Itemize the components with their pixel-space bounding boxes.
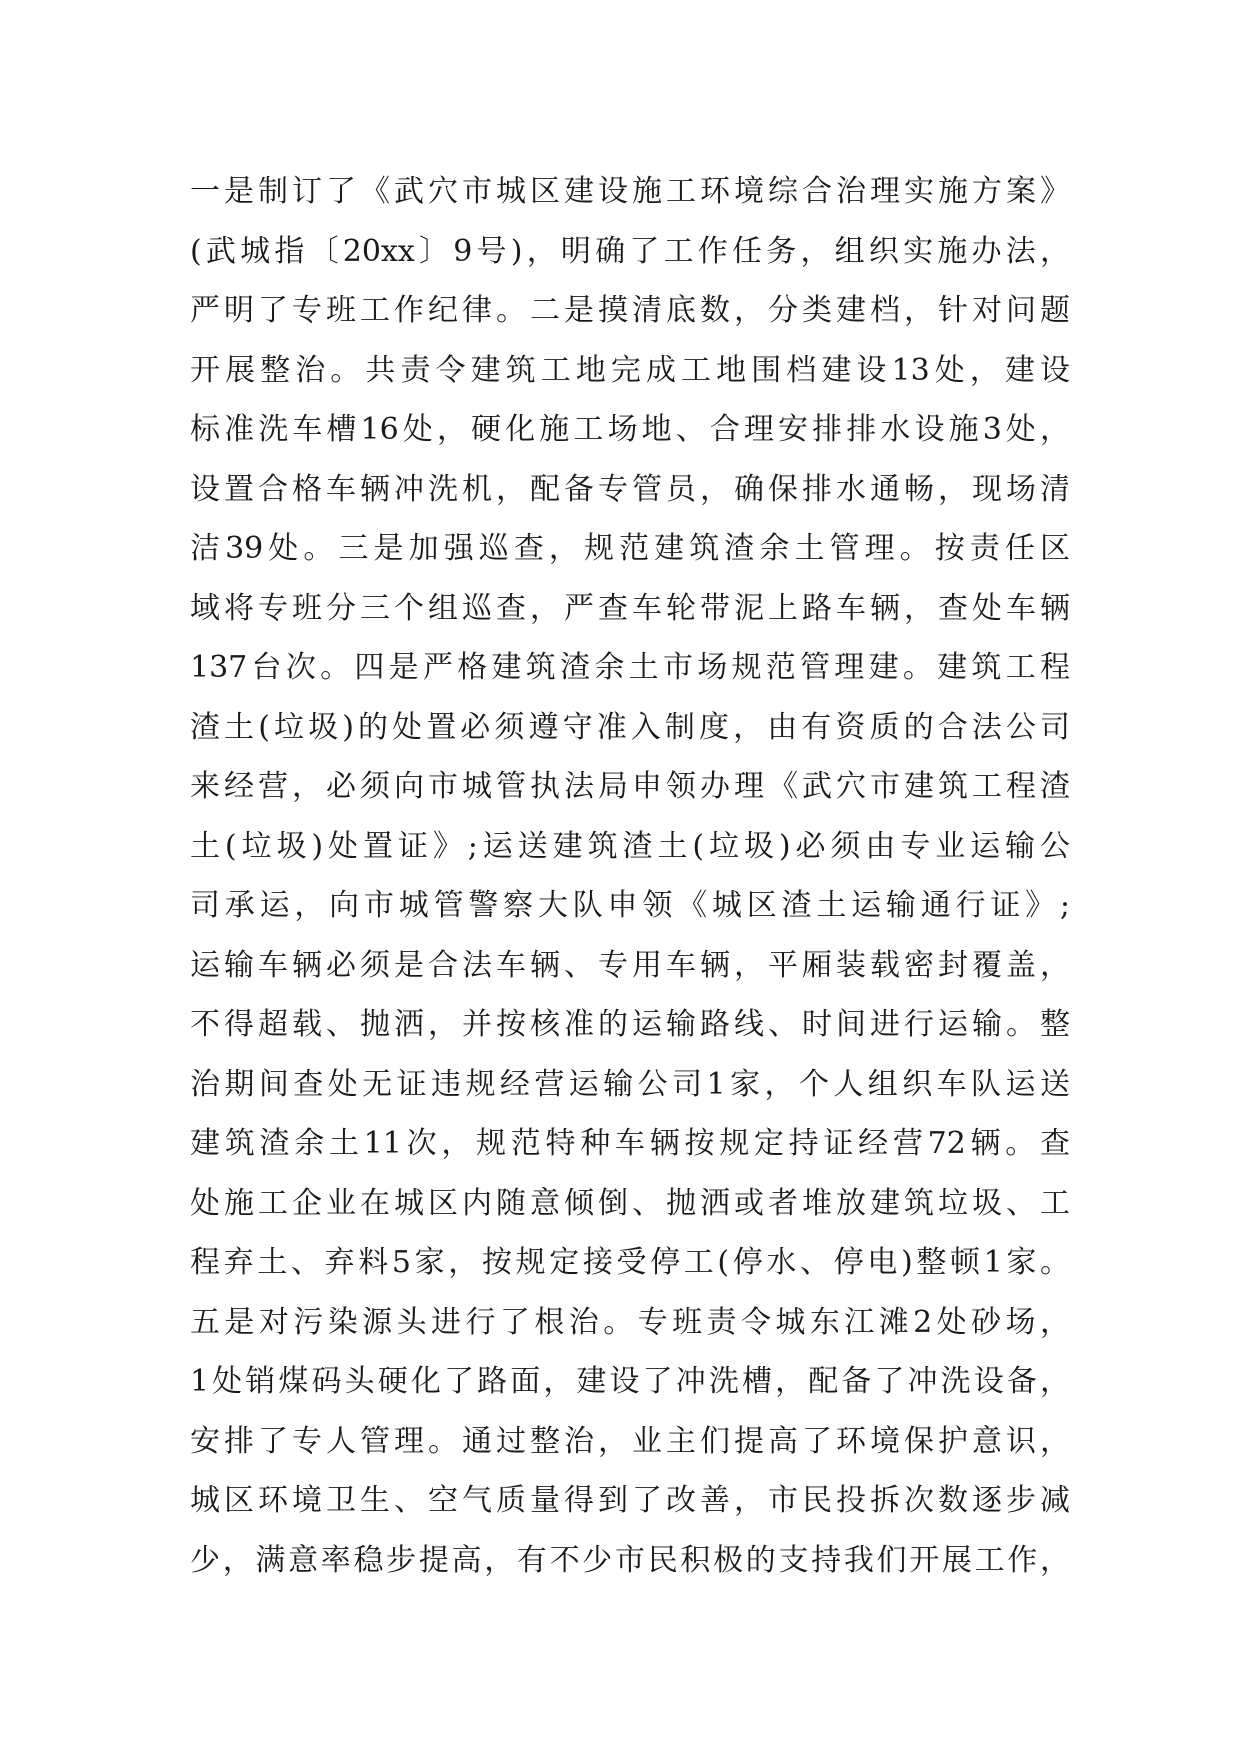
- text-line: (武城指〔20xx〕9号)，明确了工作任务，组织实施办法，: [190, 233, 1070, 269]
- text-line: 一是制订了《武穴市城区建设施工环境综合治理实施方案》: [190, 174, 1070, 209]
- text-line: 1处销煤码头硬化了路面，建设了冲洗槽，配备了冲洗设备，: [190, 1364, 1070, 1399]
- text-line: 不得超载、抛洒，并按核准的运输路线、时间进行运输。整: [190, 1007, 1070, 1042]
- text-line: 标准洗车槽16处，硬化施工场地、合理安排排水设施3处，: [190, 412, 1070, 447]
- text-line: 域将专班分三个组巡查，严查车轮带泥上路车辆，查处车辆: [190, 590, 1070, 626]
- text-line: 137台次。四是严格建筑渣余土市场规范管理建。建筑工程: [190, 650, 1070, 685]
- text-line: 洁39处。三是加强巡查，规范建筑渣余土管理。按责任区: [190, 531, 1070, 566]
- text-line: 处施工企业在城区内随意倾倒、抛洒或者堆放建筑垃圾、工: [190, 1185, 1070, 1221]
- text-line: 开展整治。共责令建筑工地完成工地围档建设13处，建设: [190, 352, 1070, 388]
- text-line: 治期间查处无证违规经营运输公司1家，个人组织车队运送: [190, 1066, 1070, 1102]
- text-line: 五是对污染源头进行了根治。专班责令城东江滩2处砂场，: [190, 1304, 1070, 1340]
- text-line: 来经营，必须向市城管执法局申领办理《武穴市建筑工程渣: [190, 769, 1070, 804]
- text-line: 设置合格车辆冲洗机，配备专管员，确保排水通畅，现场清: [190, 471, 1070, 507]
- text-line: 程弃土、弃料5家，按规定接受停工(停水、停电)整顿1家。: [190, 1245, 1070, 1280]
- text-line: 城区环境卫生、空气质量得到了改善，市民投拆次数逐步减: [190, 1483, 1070, 1518]
- text-line: 司承运，向市城管警察大队申领《城区渣土运输通行证》;: [190, 888, 1070, 923]
- text-line: 严明了专班工作纪律。二是摸清底数，分类建档，针对问题: [190, 293, 1070, 328]
- body-paragraph: [190, 162, 1070, 1590]
- text-line: 渣土(垃圾)的处置必须遵守准入制度，由有资质的合法公司: [190, 709, 1070, 745]
- text-line: 建筑渣余土11次，规范特种车辆按规定持证经营72辆。查: [190, 1126, 1070, 1161]
- text-line: 少，满意率稳步提高，有不少市民积极的支持我们开展工作，: [190, 1542, 1070, 1578]
- text-line: 运输车辆必须是合法车辆、专用车辆，平厢装载密封覆盖，: [190, 947, 1070, 983]
- text-line: 安排了专人管理。通过整治，业主们提高了环境保护意识，: [190, 1423, 1070, 1459]
- text-line: 土(垃圾)处置证》;运送建筑渣土(垃圾)必须由专业运输公: [190, 828, 1070, 864]
